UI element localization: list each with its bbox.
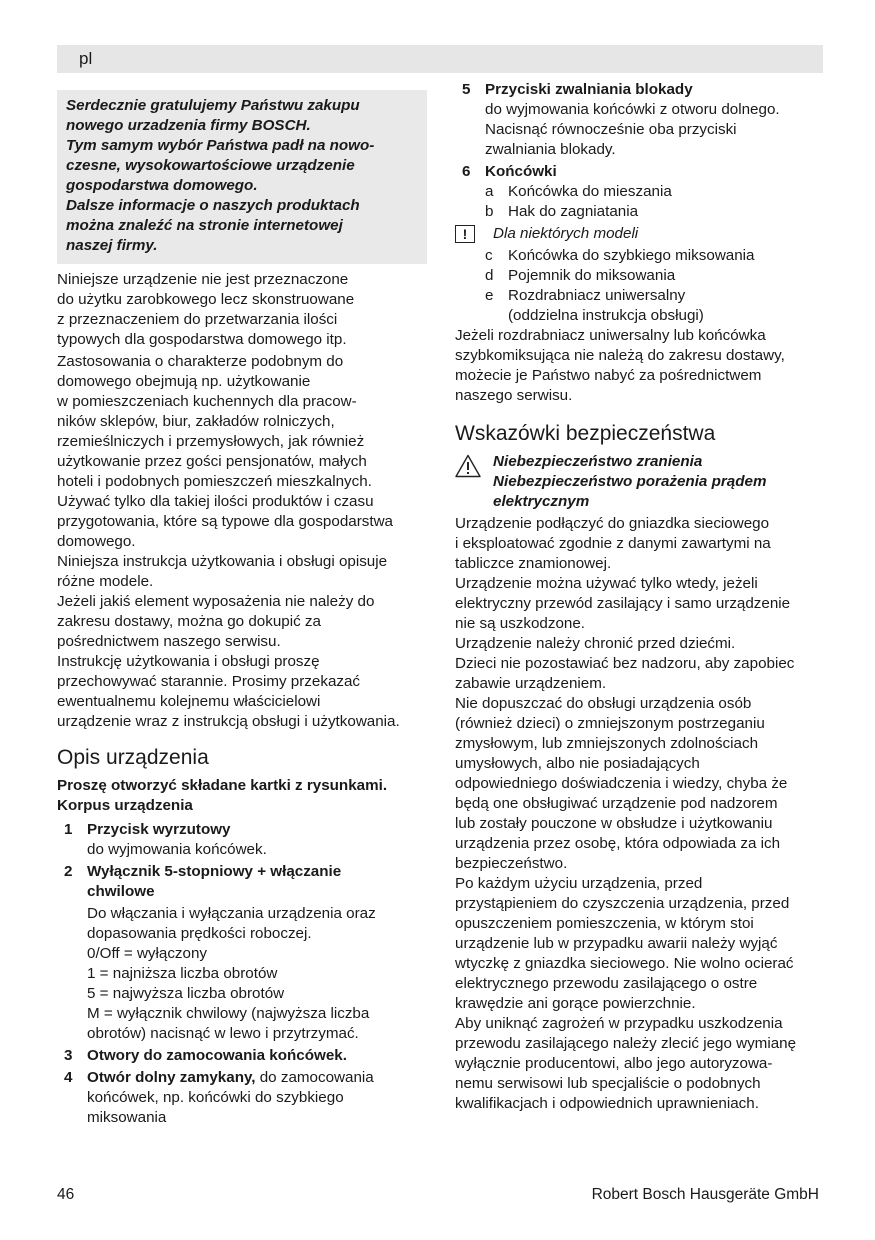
item-desc-line: do wyjmowania końcówki z otworu dolnego. — [485, 101, 780, 118]
intro-line: naszej firmy. — [66, 237, 158, 254]
description-subheading: Korpus urządzenia — [57, 797, 193, 814]
warning-electric-line: Niebezpieczeństwo porażenia prądem — [493, 473, 767, 490]
attachment-text: Końcówka do szybkiego miksowania — [508, 247, 755, 264]
text-line: Urządzenie należy chronić przed dziećmi. — [455, 635, 736, 652]
attachment-text: Rozdrabniacz uniwersalny — [508, 287, 686, 304]
text-line: nie są uszkodzone. — [455, 615, 586, 632]
component-item-4 — [57, 1068, 427, 1128]
text-line: Po każdym użyciu urządzenia, przed — [455, 875, 703, 892]
momentary-switch-line: obrotów) nacisnąć w lewo i przytrzymać. — [87, 1025, 359, 1042]
text-line: ników sklepów, biur, zakładów rolniczych, — [57, 413, 335, 430]
text-line: elektryczny przewód zasilający i samo urządzenie — [455, 595, 791, 612]
text-line: (również dzieci) o zmniejszonym postrzeganiu — [455, 715, 765, 732]
item-title-line — [87, 1068, 427, 1088]
attachment-text: Pojemnik do miksowania — [508, 267, 676, 284]
safety-paragraph — [455, 694, 825, 874]
attachment-text: Końcówka do mieszania — [508, 183, 672, 200]
text-line: odpowiedniego doświadczenia i wiedzy, chyba że — [455, 775, 788, 792]
language-bar — [57, 45, 823, 73]
paragraph-similar-use — [57, 352, 427, 492]
intro-line: czesne, wysokowartościowe urządzenie — [66, 157, 355, 174]
left-column — [57, 90, 427, 1128]
item-desc-line: miksowania — [87, 1109, 167, 1126]
speed-value: 0/Off = wyłączony — [87, 945, 208, 962]
text-line: w pomieszczeniach kuchennych dla pracow- — [57, 393, 357, 410]
attachment-letter: b — [485, 203, 494, 220]
speed-value: 1 = najniższa liczba obrotów — [87, 965, 278, 982]
attachment-letter: e — [485, 287, 494, 304]
attachment-a — [455, 182, 825, 202]
item-number: 1 — [64, 821, 73, 838]
text-line: Niniejsza instrukcja użytkowania i obsługi opisuje — [57, 553, 388, 570]
item-number: 6 — [462, 163, 471, 180]
safety-warning — [455, 452, 825, 512]
text-line: domowego. — [57, 533, 136, 550]
attachment-d — [455, 266, 825, 286]
item-desc-inline: do zamocowania — [255, 1069, 374, 1086]
description-lead: Proszę otworzyć składane kartki z rysunkami. — [57, 777, 388, 794]
warning-triangle-icon — [455, 454, 481, 478]
warning-injury: Niebezpieczeństwo zranienia — [493, 453, 703, 470]
text-line: Instrukcję użytkowania i obsługi proszę — [57, 653, 320, 670]
item-desc-line: dopasowania prędkości roboczej. — [87, 925, 312, 942]
attachment-c — [455, 246, 825, 266]
speed-value: 5 = najwyższa liczba obrotów — [87, 985, 285, 1002]
item-number: 4 — [64, 1069, 73, 1086]
text-line: zabawie urządzeniem. — [455, 675, 607, 692]
intro-line: gospodarstwa domowego. — [66, 177, 258, 194]
text-line: naszego serwisu. — [455, 387, 573, 404]
attachment-letter: a — [485, 183, 494, 200]
models-note — [455, 224, 825, 244]
text-line: przechowywać starannie. Prosimy przekazać — [57, 673, 361, 690]
intro-line: nowego urzadzenia firmy BOSCH. — [66, 117, 311, 134]
attachment-e-note: (oddzielna instrukcja obsługi) — [508, 307, 704, 324]
text-line: krawędzie ani gorące powierzchnie. — [455, 995, 696, 1012]
text-line: możecie je Państwo nabyć za pośrednictwem — [455, 367, 762, 384]
text-line: urządzenie wraz z instrukcją obsługi i użytkowania. — [57, 713, 400, 730]
text-line: pośrednictwem naszego serwisu. — [57, 633, 281, 650]
item-title-line: chwilowe — [87, 883, 155, 900]
text-line: wtyczkę z gniazdka sieciowego. Nie wolno ocierać — [455, 955, 794, 972]
text-line: urządzenia przez osobę, która odpowiada za ich — [455, 835, 781, 852]
attachment-letter: c — [485, 247, 493, 264]
paragraph-keep-instructions — [57, 652, 427, 732]
component-item-3 — [57, 1046, 427, 1066]
item-desc-line: Nacisnąć równocześnie oba przyciski — [485, 121, 737, 138]
text-line: ewentualnemu kolejnemu właścicielowi — [57, 693, 321, 710]
item-desc-line: zwalniania blokady. — [485, 141, 616, 158]
text-line: bezpieczeństwo. — [455, 855, 568, 872]
component-item-5 — [455, 80, 825, 160]
note-exclamation-icon: ! — [455, 225, 475, 243]
text-line: opuszczeniem pomieszczenia, w którym stoi — [455, 915, 754, 932]
attachment-b — [455, 202, 825, 222]
safety-paragraph — [455, 1014, 825, 1114]
paragraph-quantities — [57, 492, 427, 552]
text-line: Jeżeli jakiś element wyposażenia nie należy do — [57, 593, 375, 610]
page-number: 46 — [57, 1186, 75, 1203]
paragraph-intended-use — [57, 270, 427, 350]
text-line: wyłącznie producentowi, albo jego autoryzowa- — [455, 1055, 773, 1072]
paragraph-availability — [455, 326, 825, 406]
text-line: rzemieślniczych i przemysłowych, jak również — [57, 433, 365, 450]
item-number: 3 — [64, 1047, 73, 1064]
text-line: Zastosowania o charakterze podobnym do — [57, 353, 344, 370]
safety-paragraph — [455, 654, 825, 694]
safety-paragraph — [455, 574, 825, 634]
text-line: przygotowania, które są typowe dla gospodarstwa — [57, 513, 394, 530]
attachment-text: Hak do zagniatania — [508, 203, 639, 220]
text-line: zmysłowym, lub zmniejszonych zdolnościach — [455, 735, 759, 752]
intro-line: można znaleźć na stronie internetowej — [66, 217, 343, 234]
text-line: Nie dopuszczać do obsługi urządzenia osób — [455, 695, 752, 712]
text-line: szybkomiksująca nie należą do zakresu dostawy, — [455, 347, 785, 364]
item-number: 2 — [64, 863, 73, 880]
safety-paragraph — [455, 514, 825, 574]
text-line: Używać tylko dla takiej ilości produktów i czasu — [57, 493, 374, 510]
text-line: elektrycznego przewodu zasilającego o ostre — [455, 975, 758, 992]
text-line: i eksploatować zgodnie z danymi zawartymi na — [455, 535, 771, 552]
item-desc-line: końcówek, np. końcówki do szybkiego — [87, 1089, 344, 1106]
text-line: Aby uniknąć zagrożeń w przypadku uszkodzenia — [455, 1015, 783, 1032]
safety-paragraph — [455, 634, 825, 654]
item-desc-line: Do włączania i wyłączania urządzenia oraz — [87, 905, 376, 922]
text-line: tabliczce znamionowej. — [455, 555, 612, 572]
text-line: użytkowanie przez gości pensjonatów, małych — [57, 453, 367, 470]
footer-company: Robert Bosch Hausgeräte GmbH — [591, 1186, 819, 1203]
text-line: z przeznaczeniem do przetwarzania ilości — [57, 311, 338, 328]
text-line: umysłowych, albo nie posiadających — [455, 755, 700, 772]
attachment-e — [455, 286, 825, 306]
text-line: hoteli i podobnych pomieszczeń mieszkalnych. — [57, 473, 372, 490]
intro-line: Dalsze informacje o naszych produktach — [66, 197, 360, 214]
item-title: Przyciski zwalniania blokady — [485, 81, 693, 98]
momentary-switch-line: M = wyłącznik chwilowy (najwyższa liczba — [87, 1005, 370, 1022]
item-number: 5 — [462, 81, 471, 98]
text-line: różne modele. — [57, 573, 154, 590]
text-line: przystąpieniem do czyszczenia urządzenia, przed — [455, 895, 790, 912]
text-line: Dzieci nie pozostawiać bez nadzoru, aby zapobiec — [455, 655, 795, 672]
item-title-line: Wyłącznik 5-stopniowy + włączanie — [87, 863, 342, 880]
component-item-1 — [57, 820, 427, 860]
text-line: Jeżeli rozdrabniacz uniwersalny lub końcówka — [455, 327, 766, 344]
intro-box — [57, 90, 427, 264]
item-title: Otwory do zamocowania końcówek. — [87, 1047, 347, 1064]
text-line: przewodu zasilającego należy zlecić jego wymianę — [455, 1035, 797, 1052]
intro-line: Serdecznie gratulujemy Państwu zakupu — [66, 97, 360, 114]
note-text: Dla niektórych modeli — [493, 225, 639, 242]
item-title: Otwór dolny zamykany, — [87, 1069, 256, 1086]
section-heading-safety: Wskazówki bezpieczeństwa — [455, 422, 716, 445]
section-heading-description: Opis urządzenia — [57, 746, 209, 769]
paragraph-accessories — [57, 592, 427, 652]
component-item-2 — [57, 862, 427, 1044]
intro-line: Tym samym wybór Państwa padł na nowo- — [66, 137, 375, 154]
component-item-6 — [455, 162, 825, 182]
text-line: zakresu dostawy, można go dokupić za — [57, 613, 321, 630]
item-title: Końcówki — [485, 163, 557, 180]
text-line: urządzenie lub w przypadku awarii należy wyjąć — [455, 935, 778, 952]
text-line: do użytku zarobkowego lecz skonstruowane — [57, 291, 355, 308]
right-column — [455, 80, 825, 1114]
text-line: Urządzenie podłączyć do gniazdka sieciowego — [455, 515, 770, 532]
text-line: Urządzenie można używać tylko wtedy, jeżeli — [455, 575, 758, 592]
text-line: lub zostały pouczone w obsłudze i użytkowaniu — [455, 815, 773, 832]
item-title: Przycisk wyrzutowy — [87, 821, 231, 838]
item-desc: do wyjmowania końcówek. — [87, 841, 267, 858]
text-line: typowych dla gospodarstwa domowego itp. — [57, 331, 347, 348]
safety-paragraph — [455, 874, 825, 1014]
attachment-letter: d — [485, 267, 494, 284]
text-line: nemu serwisowi lub specjaliście o podobnych — [455, 1075, 761, 1092]
paragraph-models — [57, 552, 427, 592]
text-line: Niniejsze urządzenie nie jest przeznaczone — [57, 271, 349, 288]
language-code: pl — [79, 49, 93, 68]
text-line: kwalifikacjach i odpowiednich uprawnieniach. — [455, 1095, 759, 1112]
text-line: będą one obsługiwać urządzenie pod nadzorem — [455, 795, 778, 812]
text-line: domowego obejmują np. użytkowanie — [57, 373, 311, 390]
warning-electric-line: elektrycznym — [493, 493, 590, 510]
